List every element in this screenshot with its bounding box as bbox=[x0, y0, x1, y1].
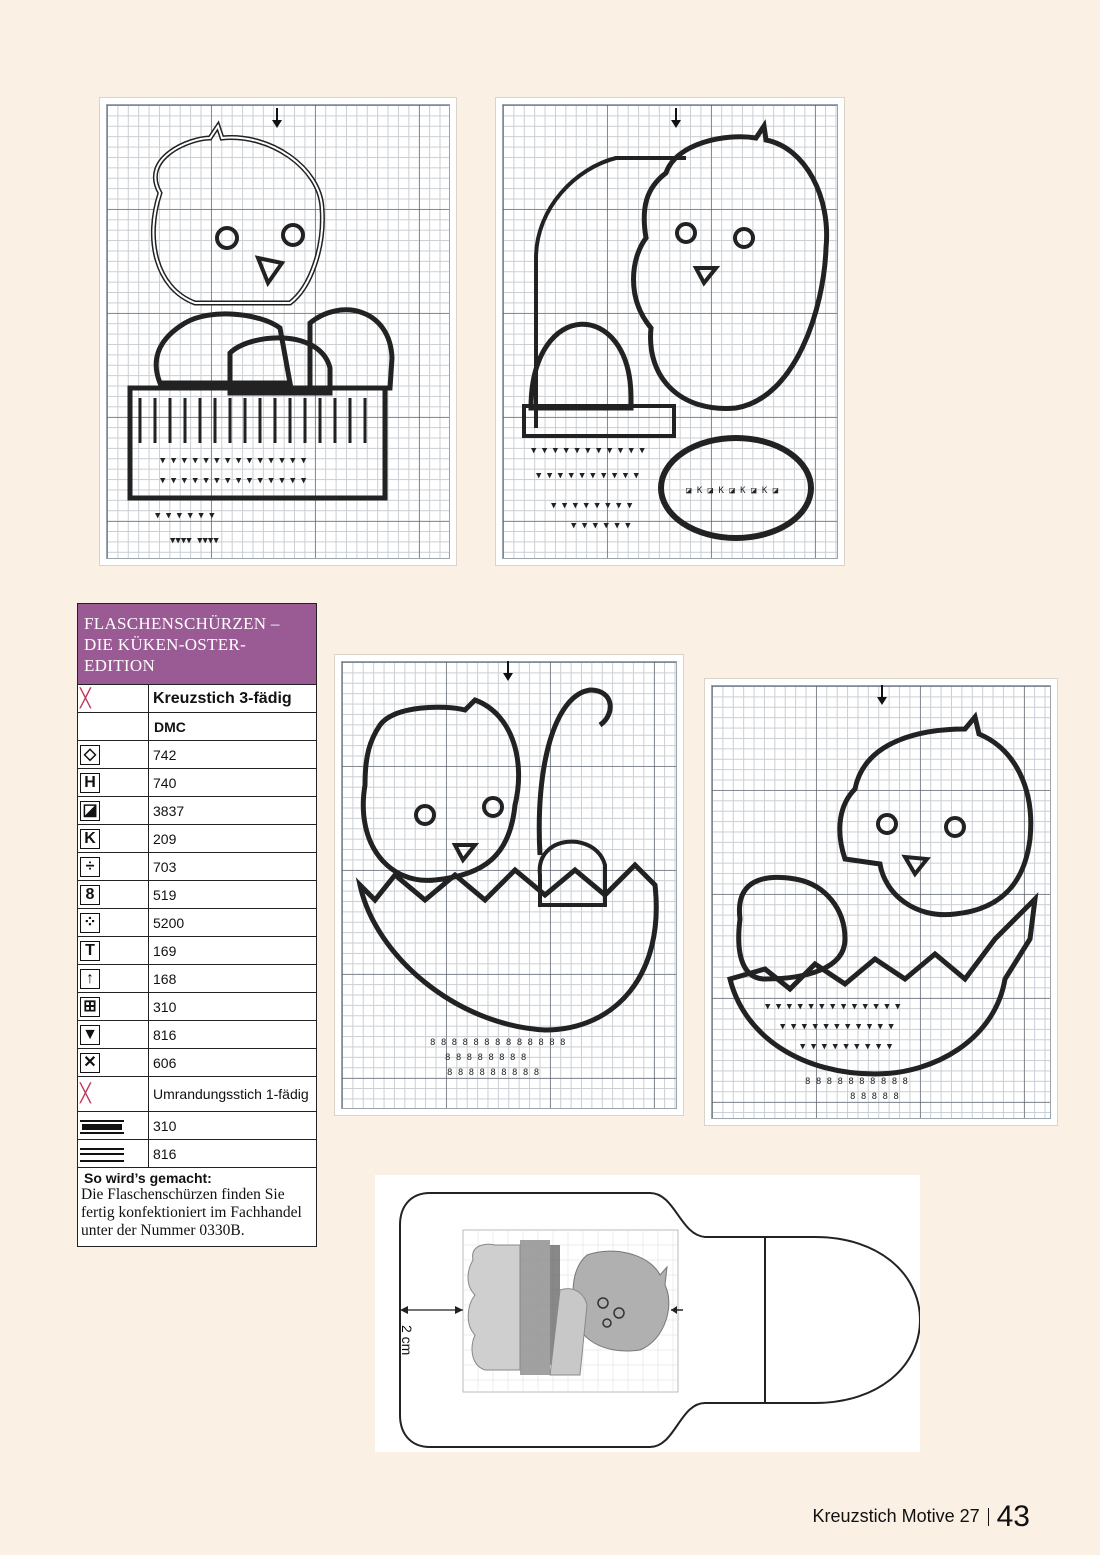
half-black-square-icon: ◪ bbox=[80, 801, 100, 821]
svg-text:▼ ▼ ▼ ▼ ▼ ▼ ▼ ▼: ▼ ▼ ▼ ▼ ▼ ▼ ▼ ▼ bbox=[551, 501, 633, 511]
svg-text:▼ ▼ ▼ ▼ ▼ ▼ ▼ ▼ ▼ ▼ ▼ ▼ ▼ ▼: ▼ ▼ ▼ ▼ ▼ ▼ ▼ ▼ ▼ ▼ ▼ ▼ ▼ ▼ bbox=[160, 476, 307, 486]
legend-row bbox=[78, 1077, 316, 1112]
boxed-plus-icon: ⊞ bbox=[80, 997, 100, 1017]
dmc-code: 606 bbox=[149, 1049, 317, 1077]
legend-row bbox=[78, 937, 316, 965]
svg-text:▼ ▼ ▼ ▼ ▼ ▼: ▼ ▼ ▼ ▼ ▼ ▼ bbox=[571, 521, 631, 531]
dmc-code: 209 bbox=[149, 825, 317, 853]
svg-text:◪ K ◪ K ◪ K ◪ K ◪: ◪ K ◪ K ◪ K ◪ K ◪ bbox=[686, 486, 779, 496]
svg-text:8 8 8 8 8 8 8 8 8 8: 8 8 8 8 8 8 8 8 8 8 bbox=[805, 1077, 908, 1087]
dots-icon: ⁘ bbox=[80, 913, 100, 933]
dmc-code: 5200 bbox=[149, 909, 317, 937]
note-body: Die Flaschenschürzen finden Sie fertig konfektioniert im Fachhandel unter der Nummer 0330B. bbox=[81, 1186, 302, 1239]
dmc-code: 740 bbox=[149, 769, 317, 797]
svg-text:▼ ▼ ▼ ▼ ▼ ▼ ▼ ▼ ▼ ▼ ▼ ▼ ▼: ▼ ▼ ▼ ▼ ▼ ▼ ▼ ▼ ▼ ▼ ▼ ▼ ▼ bbox=[765, 1002, 901, 1012]
outline-label: Umrandungsstich 1-fädig bbox=[149, 1077, 317, 1112]
legend-row bbox=[78, 1021, 316, 1049]
cross-stitch-icon: ╳ bbox=[80, 688, 91, 708]
page-footer bbox=[813, 1500, 1030, 1534]
dmc-code: 519 bbox=[149, 881, 317, 909]
dmc-code: 816 bbox=[149, 1140, 317, 1168]
diamond-icon: ◇ bbox=[80, 745, 100, 765]
svg-text:▼▼▼▼ ▼▼▼▼: ▼▼▼▼ ▼▼▼▼ bbox=[170, 536, 219, 546]
legend-row bbox=[78, 769, 316, 797]
chick-egg-umbrella-motif bbox=[335, 655, 683, 1115]
legend-row bbox=[78, 1112, 316, 1140]
svg-text:8 8 8 8 8 8 8 8 8 8 8 8 8: 8 8 8 8 8 8 8 8 8 8 8 8 8 bbox=[430, 1038, 566, 1048]
legend-row bbox=[78, 1049, 316, 1077]
legend-rows bbox=[78, 684, 316, 1167]
dmc-code: 703 bbox=[149, 853, 317, 881]
legend-row bbox=[78, 965, 316, 993]
legend-title: FLASCHENSCHÜRZEN – DIE KÜKEN-OSTER-EDITION bbox=[78, 604, 316, 684]
legend-row bbox=[78, 741, 316, 769]
legend-row bbox=[78, 825, 316, 853]
svg-text:▼ ▼ ▼ ▼ ▼ ▼: ▼ ▼ ▼ ▼ ▼ ▼ bbox=[155, 511, 215, 521]
apron-outline bbox=[375, 1175, 920, 1452]
brand-header: DMC bbox=[149, 713, 317, 741]
svg-text:▼ ▼ ▼ ▼ ▼ ▼ ▼ ▼ ▼ ▼ ▼ ▼ ▼ ▼: ▼ ▼ ▼ ▼ ▼ ▼ ▼ ▼ ▼ ▼ ▼ ▼ ▼ ▼ bbox=[160, 456, 307, 466]
x-box-icon: ✕ bbox=[80, 1053, 100, 1073]
h-icon: H bbox=[80, 773, 100, 793]
dmc-code: 816 bbox=[149, 1021, 317, 1049]
legend-row bbox=[78, 1140, 316, 1168]
footer-divider bbox=[988, 1508, 989, 1526]
t-icon: T bbox=[80, 941, 100, 961]
svg-text:▼ ▼ ▼ ▼ ▼ ▼ ▼ ▼ ▼ ▼: ▼ ▼ ▼ ▼ ▼ ▼ ▼ ▼ ▼ ▼ bbox=[536, 471, 639, 481]
svg-text:▼ ▼ ▼ ▼ ▼ ▼ ▼ ▼ ▼ ▼ ▼: ▼ ▼ ▼ ▼ ▼ ▼ ▼ ▼ ▼ ▼ ▼ bbox=[531, 446, 645, 456]
dmc-code: 310 bbox=[149, 1112, 317, 1140]
legend-row bbox=[78, 797, 316, 825]
thick-line-icon bbox=[80, 1120, 124, 1134]
eight-icon: 8 bbox=[80, 885, 100, 905]
svg-text:8 8 8 8 8 8 8 8 8: 8 8 8 8 8 8 8 8 8 bbox=[447, 1068, 540, 1078]
chart-chick-basket bbox=[99, 97, 457, 566]
k-icon: K bbox=[80, 829, 100, 849]
chick-umbrella-motif bbox=[496, 98, 844, 565]
svg-text:▼ ▼ ▼ ▼ ▼ ▼ ▼ ▼ ▼ ▼ ▼: ▼ ▼ ▼ ▼ ▼ ▼ ▼ ▼ ▼ ▼ ▼ bbox=[780, 1022, 894, 1032]
svg-text:8 8 8 8 8 8 8 8: 8 8 8 8 8 8 8 8 bbox=[445, 1053, 527, 1063]
instructions-note bbox=[78, 1167, 316, 1246]
legend-row bbox=[78, 909, 316, 937]
legend-table bbox=[77, 603, 317, 1247]
stitch-header: Kreuzstich 3-fädig bbox=[149, 685, 317, 713]
bottle-apron-diagram bbox=[375, 1175, 920, 1452]
chick-broken-egg-motif bbox=[705, 679, 1057, 1125]
page-number: 43 bbox=[996, 1500, 1030, 1533]
down-triangle-icon: ▼ bbox=[80, 1025, 100, 1045]
svg-text:▼ ▼ ▼ ▼ ▼ ▼ ▼ ▼ ▼: ▼ ▼ ▼ ▼ ▼ ▼ ▼ ▼ ▼ bbox=[800, 1042, 893, 1052]
dmc-code: 168 bbox=[149, 965, 317, 993]
divide-icon: ÷ bbox=[80, 857, 100, 877]
chart-chick-egg-umbrella bbox=[334, 654, 684, 1116]
svg-text:8 8 8 8 8: 8 8 8 8 8 bbox=[850, 1092, 899, 1102]
dmc-code: 310 bbox=[149, 993, 317, 1021]
magazine-name: Kreuzstich Motive 27 bbox=[812, 1505, 980, 1526]
chart-chick-umbrella bbox=[495, 97, 845, 566]
up-arrow-icon: ↑ bbox=[80, 969, 100, 989]
double-line-icon bbox=[80, 1148, 124, 1162]
measurement-label: 2 cm bbox=[399, 1325, 415, 1356]
chick-basket-motif bbox=[100, 98, 456, 565]
legend-row bbox=[78, 993, 316, 1021]
dmc-code: 169 bbox=[149, 937, 317, 965]
dmc-code: 742 bbox=[149, 741, 317, 769]
chart-chick-broken-egg bbox=[704, 678, 1058, 1126]
dmc-code: 3837 bbox=[149, 797, 317, 825]
note-title: So wird’s gemacht: bbox=[84, 1170, 212, 1186]
legend-row bbox=[78, 853, 316, 881]
legend-row bbox=[78, 881, 316, 909]
outline-stitch-icon: ╳ bbox=[80, 1083, 91, 1103]
